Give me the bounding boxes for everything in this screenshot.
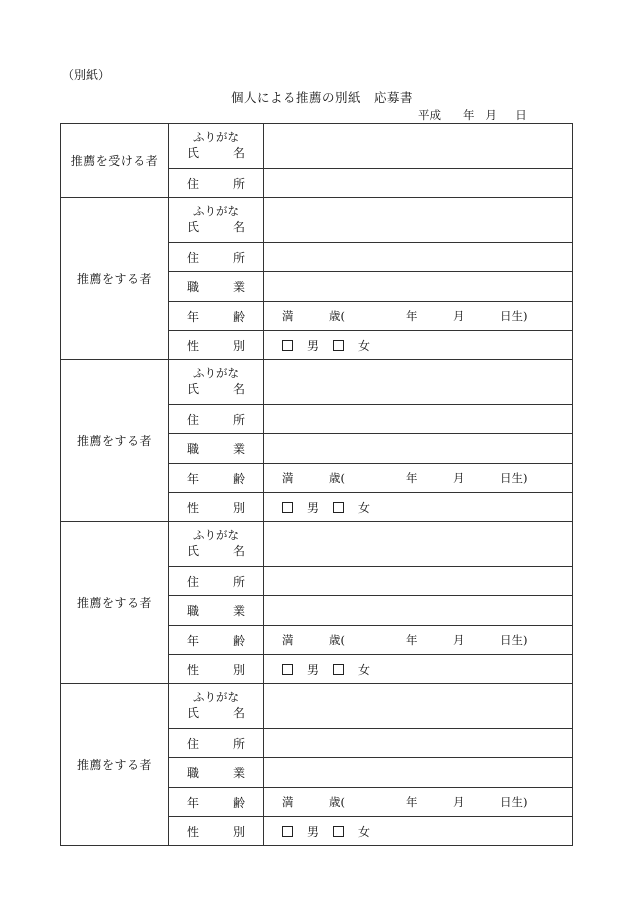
birth-month-label: 月 (453, 471, 465, 485)
recommender-sex-field (264, 817, 573, 846)
recommender-address-field[interactable] (264, 567, 573, 596)
name-label-b: 名 (232, 382, 245, 396)
female-checkbox[interactable] (333, 502, 344, 513)
date-month-label: 月 (485, 108, 497, 122)
birth-day-label: 日生) (500, 633, 528, 647)
age-label-b: 齢 (232, 471, 245, 486)
sex-label-b: 別 (232, 338, 245, 353)
sex-label-a: 性 (187, 500, 200, 515)
name-label-cell (169, 124, 264, 169)
birth-day-label: 日生) (500, 795, 528, 809)
age-full-label: 満 (282, 795, 294, 809)
group-label-recommender: 推薦をする者 (61, 198, 169, 360)
age-label-b: 齢 (232, 309, 245, 324)
recommender-address-field[interactable] (264, 729, 573, 758)
birth-year-label: 年 (406, 795, 418, 809)
female-label: 女 (358, 662, 371, 677)
recommender-age-field[interactable] (264, 464, 573, 493)
job-label-a: 職 (187, 442, 200, 456)
recommender-name-field[interactable] (264, 684, 573, 729)
recommender-name-field[interactable] (264, 522, 573, 567)
group-label-recommender: 推薦をする者 (61, 684, 169, 846)
age-label-a: 年 (187, 471, 200, 486)
furigana-label: ふりがな (193, 366, 239, 380)
sex-label-b: 別 (232, 500, 245, 515)
birth-year-label: 年 (406, 309, 418, 323)
address-label-b: 所 (232, 250, 245, 265)
job-label-b: 業 (232, 280, 245, 294)
furigana-label: ふりがな (193, 130, 239, 144)
age-sai-label: 歳( (329, 795, 345, 809)
name-label-a: 氏 (187, 382, 200, 396)
table-row (61, 124, 573, 169)
recommender-sex-field (264, 331, 573, 360)
group-label-recipient: 推薦を受ける者 (61, 124, 169, 198)
furigana-label: ふりがな (193, 690, 239, 704)
male-label: 男 (307, 662, 320, 677)
recommender-job-field[interactable] (264, 596, 573, 626)
recipient-address-field[interactable] (264, 169, 573, 198)
birth-year-label: 年 (406, 633, 418, 647)
furigana-label: ふりがな (193, 204, 239, 218)
address-label-a: 住 (187, 176, 200, 191)
birth-month-label: 月 (453, 633, 465, 647)
recommender-job-field[interactable] (264, 434, 573, 464)
date-year-label: 年 (462, 108, 475, 122)
date-era: 平成 (418, 108, 441, 122)
name-label-a: 氏 (187, 220, 200, 234)
birth-month-label: 月 (453, 309, 465, 323)
male-label: 男 (307, 824, 320, 839)
age-label-b: 齢 (232, 795, 245, 810)
address-label-b: 所 (232, 176, 245, 191)
document-title: 個人による推薦の別紙 応募書 (230, 90, 413, 105)
name-label-a: 氏 (187, 146, 200, 160)
appendix-note: （別紙） (62, 68, 111, 82)
table-row (61, 198, 573, 243)
male-checkbox[interactable] (282, 664, 293, 675)
recommender-age-field[interactable] (264, 302, 573, 331)
male-checkbox[interactable] (282, 826, 293, 837)
sex-label-a: 性 (187, 824, 200, 839)
sex-label-a: 性 (187, 338, 200, 353)
address-label-a: 住 (187, 736, 200, 751)
age-label-a: 年 (187, 795, 200, 810)
age-sai-label: 歳( (329, 471, 345, 485)
job-label-b: 業 (232, 442, 245, 456)
male-label: 男 (307, 500, 320, 515)
birth-day-label: 日生) (500, 471, 528, 485)
job-label-a: 職 (187, 766, 200, 780)
application-form-table (60, 123, 573, 846)
address-label-a: 住 (187, 574, 200, 589)
female-checkbox[interactable] (333, 664, 344, 675)
date-day-label: 日 (515, 108, 527, 122)
name-label-b: 名 (232, 706, 245, 720)
table-row (61, 684, 573, 729)
age-label-a: 年 (187, 633, 200, 648)
name-label-b: 名 (232, 544, 245, 558)
address-label-a: 住 (187, 250, 200, 265)
sex-label-b: 別 (232, 662, 245, 677)
name-label-a: 氏 (187, 544, 200, 558)
recommender-sex-field (264, 493, 573, 522)
age-full-label: 満 (282, 309, 294, 323)
female-checkbox[interactable] (333, 340, 344, 351)
table-row (61, 522, 573, 567)
job-label-a: 職 (187, 604, 200, 618)
address-label-b: 所 (232, 736, 245, 751)
recommender-job-field[interactable] (264, 758, 573, 788)
recommender-sex-field (264, 655, 573, 684)
recommender-age-field[interactable] (264, 788, 573, 817)
birth-month-label: 月 (453, 795, 465, 809)
address-label-b: 所 (232, 412, 245, 427)
recipient-name-field[interactable] (264, 124, 573, 169)
group-label-recommender: 推薦をする者 (61, 522, 169, 684)
job-label-a: 職 (187, 280, 200, 294)
male-checkbox[interactable] (282, 340, 293, 351)
birth-year-label: 年 (406, 471, 418, 485)
table-row (61, 360, 573, 405)
name-label-b: 名 (232, 220, 245, 234)
recommender-job-field[interactable] (264, 272, 573, 302)
age-full-label: 満 (282, 633, 294, 647)
female-label: 女 (358, 338, 371, 353)
group-label-recommender: 推薦をする者 (61, 360, 169, 522)
address-label-b: 所 (232, 574, 245, 589)
name-label-a: 氏 (187, 706, 200, 720)
date-line (418, 107, 527, 123)
recommender-address-field[interactable] (264, 405, 573, 434)
age-label-b: 齢 (232, 633, 245, 648)
age-label-a: 年 (187, 309, 200, 324)
age-sai-label: 歳( (329, 633, 345, 647)
recommender-address-field[interactable] (264, 243, 573, 272)
recommender-age-field[interactable] (264, 626, 573, 655)
female-label: 女 (358, 500, 371, 515)
age-full-label: 満 (282, 471, 294, 485)
address-label-a: 住 (187, 412, 200, 427)
recommender-name-field[interactable] (264, 360, 573, 405)
female-label: 女 (358, 824, 371, 839)
female-checkbox[interactable] (333, 826, 344, 837)
sex-label-b: 別 (232, 824, 245, 839)
furigana-label: ふりがな (193, 528, 239, 542)
male-label: 男 (307, 338, 320, 353)
age-sai-label: 歳( (329, 309, 345, 323)
job-label-b: 業 (232, 766, 245, 780)
birth-day-label: 日生) (500, 309, 528, 323)
male-checkbox[interactable] (282, 502, 293, 513)
job-label-b: 業 (232, 604, 245, 618)
name-label-b: 名 (232, 146, 245, 160)
sex-label-a: 性 (187, 662, 200, 677)
recommender-name-field[interactable] (264, 198, 573, 243)
